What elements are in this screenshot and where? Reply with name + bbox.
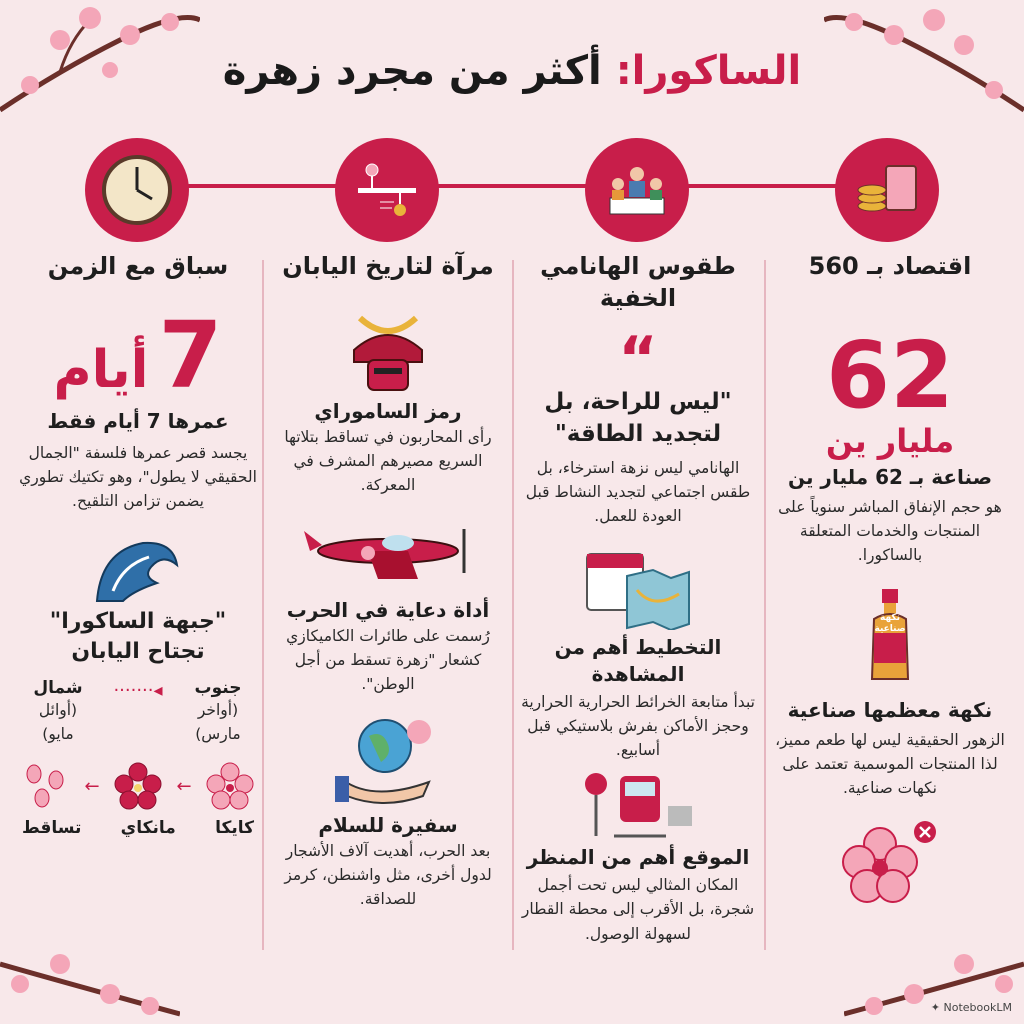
peace-body: بعد الحرب، أهديت آلاف الأشجار لدول أخرى، مثل واشنطن، كرمز للصداقة. bbox=[284, 842, 492, 909]
divider-2 bbox=[512, 260, 514, 950]
warplane-icon bbox=[298, 515, 478, 595]
war-body: رُسمت على طائرات الكاميكازي كشعار "زهرة تسقط من أجل الوطن". bbox=[286, 627, 490, 694]
history-circle bbox=[335, 138, 439, 242]
brand-text: NotebookLM bbox=[943, 1001, 1012, 1014]
front-heading: "جبهة الساكورا" تجتاح اليابان bbox=[49, 609, 227, 664]
location-heading: الموقع أهم من المنظر bbox=[526, 845, 750, 870]
south-label: جنوب bbox=[194, 678, 242, 699]
economy-column bbox=[770, 250, 1010, 908]
economy-big-unit: مليار ين bbox=[825, 422, 955, 460]
samurai-helmet-icon bbox=[338, 310, 438, 396]
clock-circle bbox=[85, 138, 189, 242]
planning-body: تبدأ متابعة الخرائط الحرارية الحرارية وحجز الأماكن بفرش بلاستيكي قبل أسابيع. bbox=[521, 693, 755, 760]
direction-arrow-icon: ◂······· bbox=[113, 680, 163, 702]
stage-3-label: تساقط bbox=[22, 818, 82, 839]
divider-3 bbox=[262, 260, 264, 950]
north-note: (أوائل مايو) bbox=[38, 701, 78, 744]
hanami-body: الهانامي ليس نزهة استرخاء، بل طقس اجتماعي لتجديد النشاط قبل العودة للعمل. bbox=[525, 459, 751, 526]
title-rest: أكثر من مجرد زهرة bbox=[222, 48, 602, 94]
hanami-circle bbox=[585, 138, 689, 242]
time-subheading: عمرها 7 أيام فقط bbox=[47, 409, 229, 433]
flavor-heading: نكهة معظمها صناعية bbox=[787, 697, 993, 722]
planning-heading: التخطيط أهم من المشاهدة bbox=[554, 635, 722, 687]
peace-heading: سفيرة للسلام bbox=[318, 813, 458, 838]
title-accent: الساكورا: bbox=[615, 48, 802, 94]
time-body: يجسد قصر عمرها فلسفة "الجمال الحقيقي لا يطول"، وهو تكتيك تطوري يضمن تزامن التلقيح. bbox=[19, 444, 257, 511]
blossom-bud-icon bbox=[206, 762, 254, 810]
brand-logo: ✦ NotebookLM bbox=[930, 1001, 1012, 1014]
divider-1 bbox=[764, 260, 766, 950]
samurai-heading: رمز الساموراي bbox=[314, 399, 462, 423]
bottle-icon bbox=[860, 585, 920, 685]
time-big-number: 7 bbox=[158, 302, 223, 409]
quote-mark-icon: “ bbox=[618, 324, 658, 394]
globe-hands-icon bbox=[333, 710, 443, 810]
flavor-body: الزهور الحقيقية ليس لها طعم مميز، لذا المنتجات الموسمية تعتمد على نكهات صناعية. bbox=[775, 730, 1005, 797]
history-column bbox=[268, 250, 508, 911]
south-note: (أواخر مارس) bbox=[195, 701, 241, 744]
economy-circle bbox=[835, 138, 939, 242]
bottle-label: نكهة صناعية bbox=[874, 613, 906, 634]
page-title bbox=[0, 48, 1024, 94]
samurai-body: رأى المحاربون في تساقط بتلاتها السريع مصيرهم المشرف في المعركة. bbox=[284, 428, 492, 495]
arrow-icon: ← bbox=[176, 775, 192, 797]
arrow-icon: ← bbox=[84, 775, 100, 797]
hanami-heading: طقوس الهانامي الخفية bbox=[540, 252, 736, 313]
hanami-quote: "ليس للراحة، بل لتجديد الطاقة" bbox=[544, 389, 732, 448]
picnic-people-icon bbox=[602, 160, 672, 220]
economy-big-number: 62 bbox=[825, 322, 955, 429]
timeline-line bbox=[140, 184, 890, 188]
blossom-crossed-icon bbox=[835, 818, 945, 908]
economy-subheading: صناعة بـ 62 مليار ين bbox=[787, 465, 993, 489]
hanami-column bbox=[518, 250, 758, 946]
timeline-map-icon bbox=[352, 160, 422, 220]
time-heading: سباق مع الزمن bbox=[47, 252, 229, 280]
calendar-map-icon bbox=[583, 550, 693, 630]
history-heading: مرآة لتاريخ اليابان bbox=[282, 252, 494, 280]
train-station-icon bbox=[578, 770, 698, 840]
clock-icon bbox=[100, 153, 174, 227]
location-body: المكان المثالي ليس تحت أجمل شجرة، بل الأقرب إلى محطة القطار لسهولة الوصول. bbox=[521, 876, 755, 943]
north-label: شمال bbox=[33, 678, 83, 699]
time-big-unit: أيام bbox=[53, 340, 149, 400]
cherry-branch-bottom-left bbox=[0, 934, 180, 1024]
falling-petals-icon bbox=[22, 762, 70, 810]
stage-1-label: كايكا bbox=[215, 818, 254, 839]
time-column bbox=[18, 250, 258, 838]
war-heading: أداة دعاية في الحرب bbox=[286, 598, 490, 623]
economy-body: هو حجم الإنفاق المباشر سنوياً على المنتجات والخدمات المتعلقة بالساكورا. bbox=[778, 498, 1002, 565]
blossom-full-icon bbox=[114, 762, 162, 810]
wave-icon bbox=[93, 531, 183, 603]
shopping-coins-icon bbox=[852, 160, 922, 220]
economy-heading: اقتصاد بـ 560 bbox=[808, 252, 972, 280]
stage-2-label: مانكاي bbox=[120, 818, 176, 839]
